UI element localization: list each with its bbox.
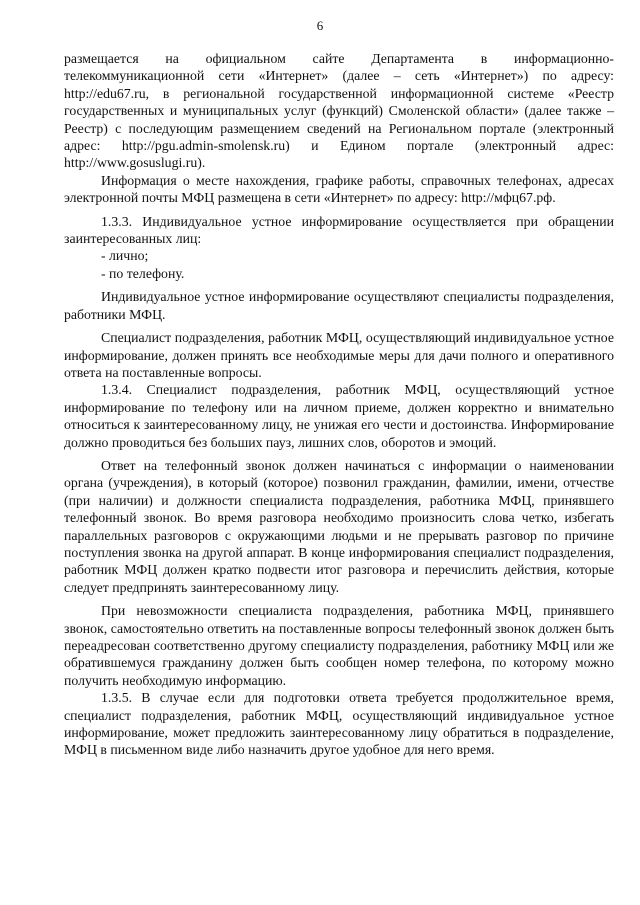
paragraph-1-3-3: 1.3.3. Индивидуальное устное информирование осуществляется при обращении заинтересованных лиц:	[64, 213, 614, 247]
paragraph-site-info: размещается на официальном сайте Департамента в информационно-телекоммуникационной сети «Интернет» (далее – сеть «Интернет») по адресу: http://edu67.ru, в региональной государственной информационной системе «Реестр государственных и муниципальных услуг (функций) Смоленской области» (далее также – Реестр) с последующим размещением сведений на Региональном портале (электронный адрес: http://pgu.admin-smolensk.ru) и Едином портале (электронный адрес: http://www.gosuslugi.ru).	[64, 51, 614, 171]
list-item-in-person: - лично;	[101, 248, 149, 264]
paragraph-1-3-4: 1.3.4. Специалист подразделения, работник МФЦ, осуществляющий устное информирование по телефону или на личном приеме, должен корректно и внимательно относиться к заинтересованному лицу, не унижая его чести и достоинства. Информирование должно проводиться без больших пауз, лишних слов, оборотов и эмоций.	[64, 382, 614, 450]
paragraph-who-informs: Индивидуальное устное информирование осуществляют специалисты подразделения, работники МФЦ.	[64, 289, 614, 322]
paragraph-phone-answer: Ответ на телефонный звонок должен начинаться с информации о наименовании органа (учреждения), в который (которое) позвонил гражданин, фамилии, имени, отчестве (при наличии) и должности специалиста подразделения, работника МФЦ, принявшего телефонный звонок. Во время разговора необходимо произносить слова четко, избегать параллельных разговоров с окружающими людьми и не прерывать разговор по причине поступления звонка на другой аппарат. В конце информирования специалист подразделения, работник МФЦ должен кратко подвести итог разговора и перечислить действия, которые следует предпринять заинтересованному лицу.	[64, 457, 614, 595]
document-body	[64, 50, 614, 759]
page-number: 6	[316, 18, 324, 33]
paragraph-1-3-5: 1.3.5. В случае если для подготовки ответа требуется продолжительное время, специалист подразделения, работник МФЦ, осуществляющий индивидуальное устное информирование, может предложить заинтересованному лицу обратиться в подразделение, МФЦ в письменном виде либо назначить другое удобное для него время.	[64, 690, 614, 758]
paragraph-call-redirect: При невозможности специалиста подразделения, работника МФЦ, принявшего звонок, самостоятельно ответить на поставленные вопросы телефонный звонок должен быть переадресован соответственно другому специалисту подразделения, работнику МФЦ или же обратившемуся гражданину должен быть сообщен номер телефона, по которому можно получить необходимую информацию.	[64, 603, 614, 688]
list-item-by-phone: - по телефону.	[101, 265, 185, 281]
paragraph-mfc-info: Информация о месте нахождения, графике работы, справочных телефонах, адресах электронной почты МФЦ размещена в сети «Интернет» по адресу: http://мфц67.рф.	[64, 172, 614, 206]
paragraph-specialist-measures: Специалист подразделения, работник МФЦ, осуществляющий индивидуальное устное информирование, должен принять все необходимые меры для дачи полного и оперативного ответа на поставленные вопросы.	[64, 330, 614, 380]
